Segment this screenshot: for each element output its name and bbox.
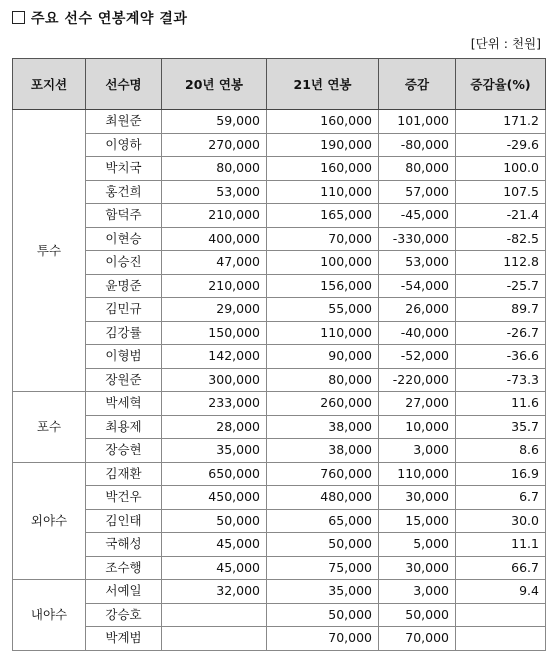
change-cell: 15,000 [379,509,456,533]
player-name-cell: 강승호 [86,603,162,627]
salary-2020-cell: 45,000 [162,533,267,557]
player-name-cell: 박계범 [86,627,162,651]
salary-2021-cell: 110,000 [267,180,379,204]
salary-2020-cell: 233,000 [162,392,267,416]
table-row [13,133,546,157]
salary-2020-cell: 35,000 [162,439,267,463]
salary-2020-cell: 400,000 [162,227,267,251]
change-cell: 5,000 [379,533,456,557]
salary-2021-cell: 165,000 [267,204,379,228]
salary-2021-cell: 480,000 [267,486,379,510]
table-row [13,509,546,533]
header-salary-2020: 20년 연봉 [162,59,267,110]
header-row [13,59,546,110]
page-title [12,8,187,28]
player-name-cell: 서예일 [86,580,162,604]
table-row [13,603,546,627]
change-rate-cell: 100.0 [456,157,546,181]
change-cell: 70,000 [379,627,456,651]
table-row [13,204,546,228]
title-text: 주요 선수 연봉계약 결과 [31,11,188,27]
change-rate-cell: -26.7 [456,321,546,345]
table-row [13,227,546,251]
change-rate-cell [456,627,546,651]
salary-2021-cell: 160,000 [267,110,379,134]
header-change: 증감 [379,59,456,110]
change-cell: 50,000 [379,603,456,627]
salary-2021-cell: 110,000 [267,321,379,345]
player-name-cell: 장원준 [86,368,162,392]
change-cell: -54,000 [379,274,456,298]
position-cell: 투수 [13,110,86,392]
salary-2020-cell: 210,000 [162,204,267,228]
table-body [13,110,546,651]
player-name-cell: 김강률 [86,321,162,345]
change-rate-cell: 66.7 [456,556,546,580]
table-row [13,392,546,416]
salary-2021-cell: 35,000 [267,580,379,604]
change-rate-cell: 89.7 [456,298,546,322]
player-name-cell: 박치국 [86,157,162,181]
change-rate-cell: 6.7 [456,486,546,510]
header-position: 포지션 [13,59,86,110]
salary-2021-cell: 75,000 [267,556,379,580]
change-cell: -40,000 [379,321,456,345]
change-cell: -52,000 [379,345,456,369]
salary-2021-cell: 38,000 [267,439,379,463]
table-row [13,251,546,275]
player-name-cell: 이형범 [86,345,162,369]
change-rate-cell: 11.6 [456,392,546,416]
salary-2020-cell: 142,000 [162,345,267,369]
player-name-cell: 이영하 [86,133,162,157]
table-row [13,298,546,322]
change-cell: 80,000 [379,157,456,181]
salary-2020-cell [162,603,267,627]
salary-table [12,58,546,651]
salary-2020-cell: 47,000 [162,251,267,275]
change-cell: -80,000 [379,133,456,157]
salary-2020-cell: 29,000 [162,298,267,322]
change-rate-cell: 35.7 [456,415,546,439]
salary-2020-cell [162,627,267,651]
table-row [13,415,546,439]
table-row [13,462,546,486]
table-row [13,627,546,651]
change-cell: -45,000 [379,204,456,228]
salary-2020-cell: 53,000 [162,180,267,204]
player-name-cell: 조수행 [86,556,162,580]
change-cell: 110,000 [379,462,456,486]
change-cell: 53,000 [379,251,456,275]
table-row [13,157,546,181]
change-cell: 101,000 [379,110,456,134]
change-rate-cell: -21.4 [456,204,546,228]
player-name-cell: 박건우 [86,486,162,510]
unit-label: [단위 : 천원] [470,36,541,51]
change-cell: 27,000 [379,392,456,416]
salary-2021-cell: 100,000 [267,251,379,275]
salary-2020-cell: 28,000 [162,415,267,439]
table-row [13,486,546,510]
change-rate-cell: 16.9 [456,462,546,486]
checkbox-square-icon [12,11,25,24]
salary-2020-cell: 32,000 [162,580,267,604]
salary-2020-cell: 270,000 [162,133,267,157]
change-cell: 10,000 [379,415,456,439]
player-name-cell: 이현승 [86,227,162,251]
salary-2020-cell: 59,000 [162,110,267,134]
change-rate-cell: -73.3 [456,368,546,392]
player-name-cell: 김민규 [86,298,162,322]
player-name-cell: 김재환 [86,462,162,486]
change-cell: 3,000 [379,439,456,463]
change-cell: 57,000 [379,180,456,204]
salary-2021-cell: 65,000 [267,509,379,533]
table-row [13,345,546,369]
salary-2021-cell: 50,000 [267,533,379,557]
change-rate-cell: 8.6 [456,439,546,463]
salary-2021-cell: 90,000 [267,345,379,369]
salary-2020-cell: 45,000 [162,556,267,580]
change-rate-cell: -36.6 [456,345,546,369]
salary-2021-cell: 80,000 [267,368,379,392]
change-cell: -330,000 [379,227,456,251]
salary-2021-cell: 55,000 [267,298,379,322]
change-rate-cell: 30.0 [456,509,546,533]
change-rate-cell: 171.2 [456,110,546,134]
change-cell: -220,000 [379,368,456,392]
change-rate-cell: 107.5 [456,180,546,204]
table-row [13,533,546,557]
header-change-rate: 증감율(%) [456,59,546,110]
salary-2021-cell: 160,000 [267,157,379,181]
position-cell: 내야수 [13,580,86,651]
change-rate-cell: -29.6 [456,133,546,157]
salary-2021-cell: 190,000 [267,133,379,157]
player-name-cell: 홍건희 [86,180,162,204]
player-name-cell: 김인태 [86,509,162,533]
change-cell: 30,000 [379,486,456,510]
salary-2020-cell: 650,000 [162,462,267,486]
salary-2021-cell: 38,000 [267,415,379,439]
salary-2020-cell: 80,000 [162,157,267,181]
salary-2020-cell: 450,000 [162,486,267,510]
salary-2021-cell: 156,000 [267,274,379,298]
player-name-cell: 최용제 [86,415,162,439]
salary-2020-cell: 300,000 [162,368,267,392]
table-row [13,321,546,345]
table-row [13,368,546,392]
change-rate-cell: 11.1 [456,533,546,557]
table-row [13,110,546,134]
player-name-cell: 이승진 [86,251,162,275]
player-name-cell: 윤명준 [86,274,162,298]
header-salary-2021: 21년 연봉 [267,59,379,110]
player-name-cell: 함덕주 [86,204,162,228]
change-rate-cell: -82.5 [456,227,546,251]
player-name-cell: 최원준 [86,110,162,134]
salary-2021-cell: 260,000 [267,392,379,416]
salary-2020-cell: 210,000 [162,274,267,298]
player-name-cell: 박세혁 [86,392,162,416]
table-row [13,580,546,604]
table-row [13,556,546,580]
change-rate-cell: 112.8 [456,251,546,275]
salary-2021-cell: 760,000 [267,462,379,486]
change-cell: 3,000 [379,580,456,604]
header-player: 선수명 [86,59,162,110]
player-name-cell: 장승현 [86,439,162,463]
change-cell: 30,000 [379,556,456,580]
salary-2021-cell: 50,000 [267,603,379,627]
table-row [13,439,546,463]
change-rate-cell [456,603,546,627]
change-rate-cell: -25.7 [456,274,546,298]
player-name-cell: 국해성 [86,533,162,557]
position-cell: 외야수 [13,462,86,580]
table-row [13,274,546,298]
change-rate-cell: 9.4 [456,580,546,604]
salary-2021-cell: 70,000 [267,627,379,651]
table-row [13,180,546,204]
change-cell: 26,000 [379,298,456,322]
salary-2021-cell: 70,000 [267,227,379,251]
position-cell: 포수 [13,392,86,463]
salary-2020-cell: 150,000 [162,321,267,345]
salary-2020-cell: 50,000 [162,509,267,533]
